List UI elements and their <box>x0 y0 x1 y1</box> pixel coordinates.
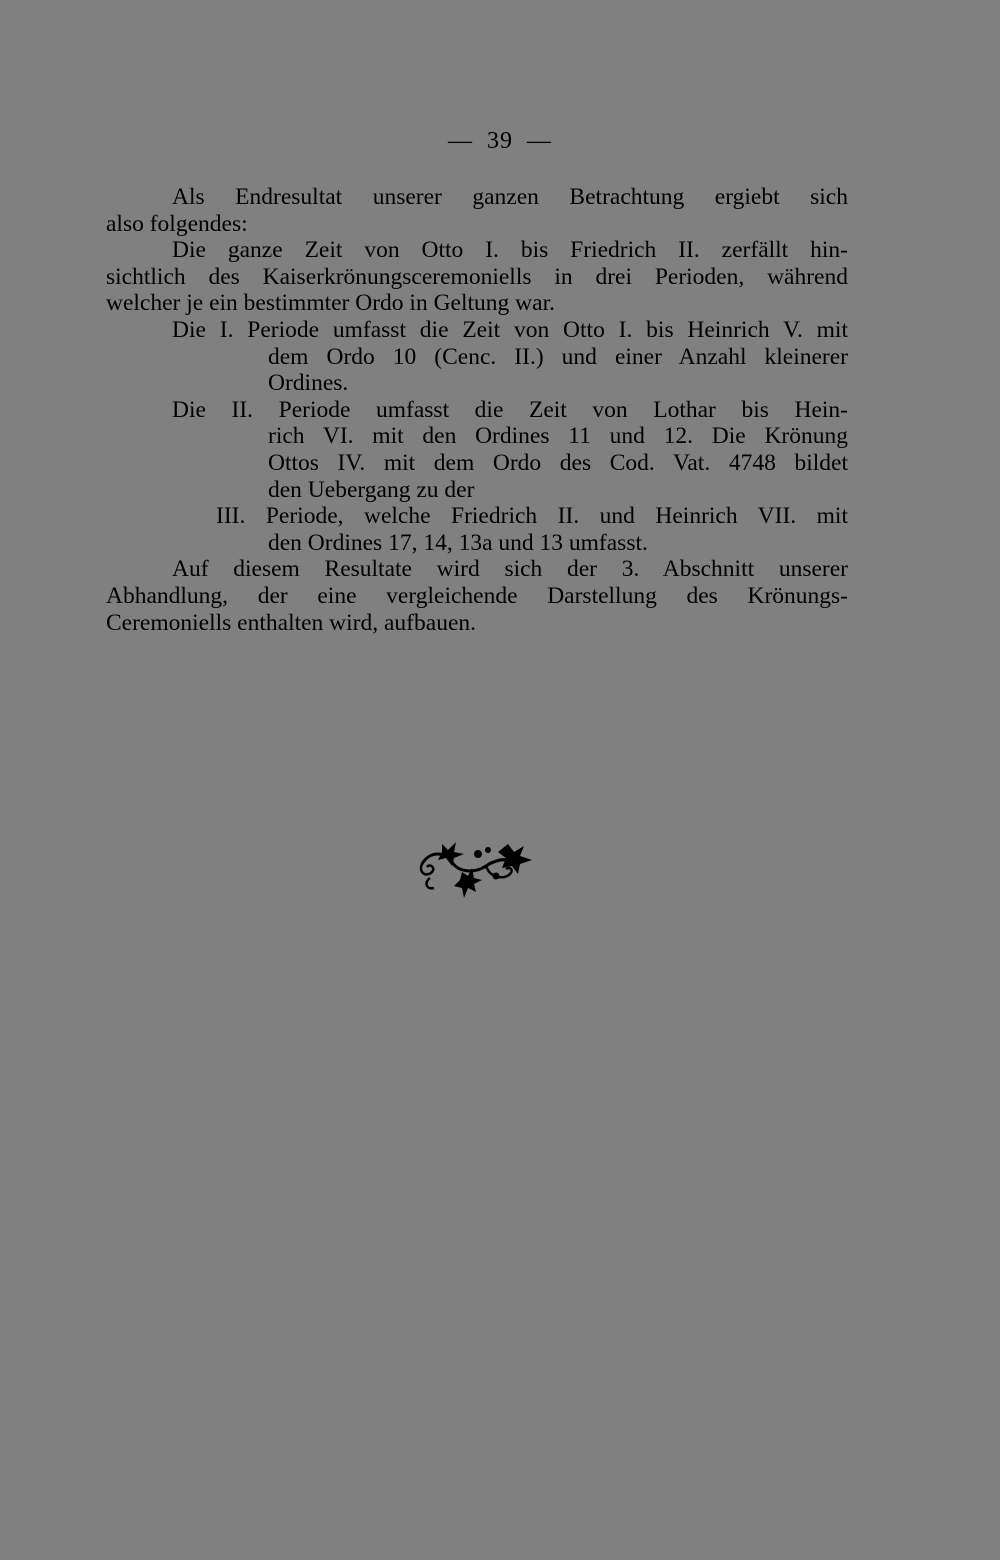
text-line: sichtlich des Kaiserkrönungsceremoniells in drei Perioden, während <box>106 263 848 290</box>
text-line: Die ganze Zeit von Otto I. bis Friedrich II. zerfällt hin- <box>172 237 848 264</box>
period-2-line: Die II. Periode umfasst die Zeit von Lothar bis Hein- <box>172 396 848 423</box>
body-text <box>106 184 848 636</box>
dash-left: — <box>448 128 473 154</box>
period-2-line: Ottos IV. mit dem Ordo des Cod. Vat. 4748 bildet <box>268 449 848 476</box>
text-line: also folgendes: <box>106 210 248 237</box>
text-line: welcher je ein bestimmter Ordo in Geltung war. <box>106 290 555 317</box>
ivy-ornament-icon <box>416 836 534 906</box>
page-header <box>0 128 1000 155</box>
period-1-line: Die I. Periode umfasst die Zeit von Otto I. bis Heinrich V. mit <box>172 316 848 343</box>
dash-right: — <box>527 128 552 154</box>
page-number: 39 <box>487 128 513 154</box>
period-1-line: Ordines. <box>268 370 349 397</box>
text-line: Ceremoniells enthalten wird, aufbauen. <box>106 609 476 636</box>
period-3-line: III. Periode, welche Friedrich II. und Heinrich VII. mit <box>216 503 848 530</box>
text-line: Abhandlung, der eine vergleichende Darstellung des Krönungs- <box>106 582 848 609</box>
period-3-line: den Ordines 17, 14, 13a und 13 umfasst. <box>268 529 648 556</box>
text-line: Auf diesem Resultate wird sich der 3. Abschnitt unserer <box>172 556 848 583</box>
period-2-line: den Uebergang zu der <box>268 476 475 503</box>
text-line: Als Endresultat unserer ganzen Betrachtung ergiebt sich <box>172 184 848 210</box>
period-2-line: rich VI. mit den Ordines 11 und 12. Die Krönung <box>268 423 848 450</box>
period-1-line: dem Ordo 10 (Cenc. II.) und einer Anzahl kleinerer <box>268 343 848 370</box>
